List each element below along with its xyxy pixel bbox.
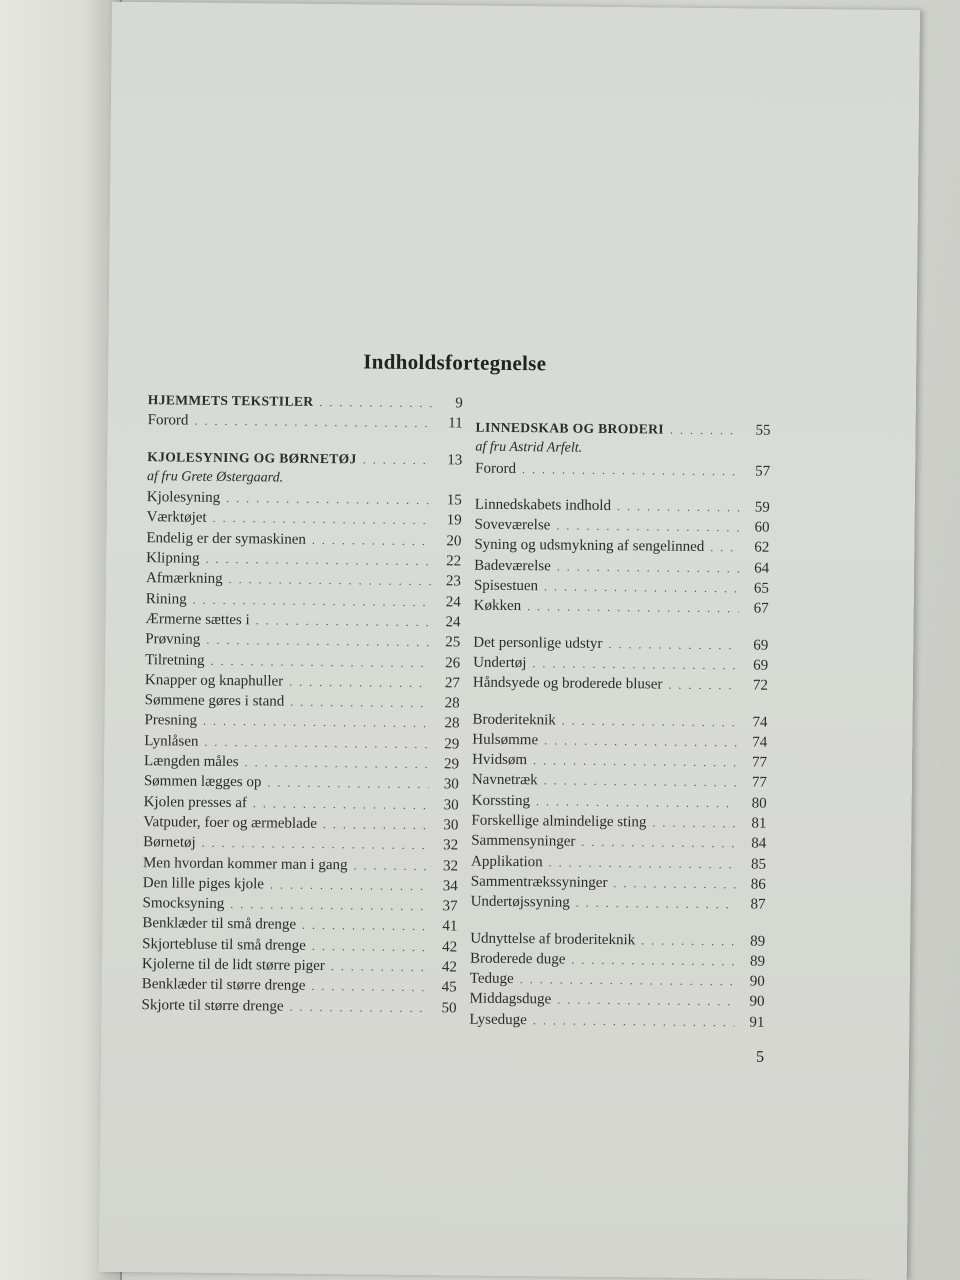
toc-entry: Forord . . . 57 — [475, 460, 770, 483]
toc-byline: af fru Grete Østergaard. — [146, 469, 284, 486]
toc-entry-page: 77 — [752, 754, 768, 771]
toc-entry-page: 29 — [444, 736, 460, 753]
toc-entry-label: Linnedskabets indhold — [474, 496, 612, 514]
toc-entry-label: Ærmerne sættes i — [145, 611, 250, 629]
toc-entry-page: 90 — [749, 973, 765, 990]
toc-entry-label: Forskellige almindelige sting — [471, 812, 647, 831]
toc-entry-label: Kjolesyning — [146, 489, 221, 507]
toc-entry-label: Men hvordan kommer man i gang — [142, 854, 348, 873]
toc-entry-page: 65 — [753, 580, 769, 597]
toc-entry-page: 22 — [446, 553, 462, 570]
toc-entry-label: Lyseduge — [469, 1011, 527, 1028]
toc-entry-label: Skjorte til større drenge — [141, 996, 284, 1015]
toc-byline: af fru Astrid Arfelt. — [475, 439, 583, 457]
toc-entry-label: Kjolen presses af — [143, 793, 248, 811]
toc-entry-page: 59 — [754, 499, 770, 516]
toc-entry-page: 81 — [751, 815, 767, 832]
book-page — [99, 2, 920, 1280]
toc-entry-label: Håndsyede og broderede bluser — [472, 674, 663, 693]
toc-entry-label: Længden måles — [143, 753, 239, 771]
toc-entry-label: Hvidsøm — [472, 751, 528, 769]
toc-entry-page: 89 — [750, 933, 766, 950]
toc-entry-page: 85 — [750, 856, 767, 873]
toc-entry-page: 60 — [754, 519, 770, 536]
toc-entry — [469, 1011, 764, 1034]
toc-right-column — [469, 420, 770, 1035]
toc-entry-label: Klipning — [146, 550, 200, 567]
toc-entry-page: 42 — [441, 959, 458, 976]
toc-entry-label: Navnetræk — [471, 772, 538, 789]
toc-section-heading: LINNEDSKAB OG BRODERI . . . 55 — [475, 420, 770, 443]
toc-entry-page: 84 — [751, 835, 767, 853]
toc-entry-label: Rining — [145, 590, 187, 608]
toc-entry-page: 28 — [444, 695, 460, 712]
toc-entry-label: Prøvning — [145, 631, 201, 648]
toc-entry-page: 67 — [753, 600, 769, 618]
toc-entry-page: 42 — [442, 938, 458, 956]
toc-entry-label: Endelig er der symaskinen — [146, 529, 307, 548]
toc-entry-page: 74 — [752, 714, 768, 731]
toc-left-column — [141, 392, 463, 1020]
toc-entry-page: 25 — [445, 634, 461, 651]
toc-group — [473, 634, 769, 698]
toc-entry-label: Værktøjet — [146, 509, 207, 527]
toc-entry-page: 32 — [442, 857, 459, 874]
toc-entry-label: Knapper og knaphuller — [144, 672, 284, 690]
toc-entry-page: 69 — [753, 657, 769, 674]
toc-entry-page: 90 — [749, 993, 765, 1011]
toc-entry-page: 91 — [749, 1014, 765, 1031]
toc-entry-page: 89 — [749, 953, 766, 970]
toc-entry-label: Kjolerne til de lidt større piger — [141, 956, 325, 975]
toc-entry-page: 29 — [443, 756, 460, 773]
toc-entry-page: 86 — [750, 876, 766, 893]
toc-entry-page: 77 — [751, 774, 767, 792]
toc-entry-page: 15 — [446, 492, 462, 509]
toc-entry-label: Undertøj — [473, 654, 527, 672]
toc-group — [469, 930, 765, 1035]
toc-entry — [141, 997, 456, 1021]
toc-entry-label: Lynlåsen — [144, 732, 199, 750]
toc-entry-label: Benklæder til større drenge — [141, 976, 306, 995]
toc-entry-label: Køkken — [473, 597, 522, 615]
toc-entry-label: Tilretning — [145, 651, 205, 669]
toc-entry-label: Børnetøj — [143, 834, 196, 851]
toc-entry-label: Soveværelse — [474, 516, 551, 534]
toc-entry-page: 34 — [442, 878, 458, 895]
toc-entry-page: 74 — [752, 734, 768, 751]
toc-entry-label: Sammensyninger — [471, 832, 576, 851]
toc-entry-page: 19 — [446, 512, 462, 529]
toc-section-heading: HJEMMETS TEKSTILER . . . 9 — [148, 392, 463, 416]
toc-entry-label: Vatpuder, foer og ærmeblade — [143, 814, 318, 832]
toc-entry-label: Korssting — [471, 792, 531, 809]
toc-entry-page: 32 — [443, 837, 459, 854]
toc-entry-page: 45 — [441, 979, 457, 996]
toc-group — [474, 496, 770, 621]
toc-entry-label: Sømmen lægges op — [143, 773, 262, 791]
toc-entry-label: Udnyttelse af broderiteknik — [470, 930, 636, 948]
toc-entry-label: Skjortebluse til små drenge — [142, 935, 306, 954]
toc-entry-label: Sammentrækssyninger — [470, 873, 608, 891]
toc-entry-label: Syning og udsmykning af sengelinned — [474, 537, 705, 556]
toc-entry-page: 27 — [444, 675, 460, 692]
toc-entry-page: 24 — [445, 593, 461, 611]
toc-entry-label: Badeværelse — [474, 557, 551, 575]
toc-entry-page: 80 — [751, 795, 767, 812]
toc-entry-label: Afmærkning — [145, 570, 223, 588]
toc-entry-label: Middagsduge — [469, 990, 552, 1008]
toc-entry-page: 23 — [445, 573, 462, 590]
toc-entry-page: 28 — [444, 715, 460, 732]
toc-entry-label: Applikation — [470, 853, 543, 870]
toc-entry-page: 30 — [443, 817, 459, 834]
toc-entry-page: 30 — [443, 776, 459, 793]
toc-entry-label: Undertøjssyning — [470, 893, 570, 911]
toc-entry-page: 72 — [752, 677, 768, 694]
toc-entry-page: 69 — [753, 637, 769, 654]
toc-entry-label: Hulsømme — [472, 731, 539, 749]
toc-entry-label: Spisestuen — [473, 577, 539, 595]
toc-entry-page: 87 — [750, 896, 766, 913]
toc-entry: Forord . . . 11 — [148, 412, 463, 436]
toc-entry-page: 20 — [446, 533, 462, 550]
toc-entry-page: 37 — [442, 898, 458, 915]
toc-entry-label: Presning — [144, 712, 198, 730]
toc-entry-page: 24 — [445, 614, 461, 631]
toc-entry-label: Benklæder til små drenge — [142, 915, 297, 934]
toc-entry-page: 41 — [442, 918, 458, 935]
toc-entry-label: Sømmene gøres i stand — [144, 692, 285, 710]
toc-entry-page: 62 — [754, 540, 770, 557]
toc-entry-page: 26 — [445, 654, 461, 672]
toc-entry-label: Broderede duge — [469, 950, 566, 968]
toc-entry-label: Broderiteknik — [472, 711, 556, 729]
toc-entry-page: 30 — [443, 796, 459, 814]
page-number: 5 — [755, 1048, 765, 1066]
toc-entry-label: Teduge — [469, 970, 514, 988]
toc-section-heading: KJOLESYNING OG BØRNETØJ . . . 13 — [147, 449, 462, 473]
toc-entry-page: 50 — [441, 999, 457, 1017]
toc-group — [470, 711, 767, 917]
page-title: Indholdsfortegnelse — [363, 349, 547, 376]
toc-left-items — [141, 489, 462, 1020]
toc-entry-page: 64 — [754, 560, 770, 577]
toc-entry-label: Det personlige udstyr — [473, 634, 603, 652]
toc-entry-label: Den lille piges kjole — [142, 874, 265, 893]
toc-entry-label: Smocksyning — [142, 895, 225, 913]
